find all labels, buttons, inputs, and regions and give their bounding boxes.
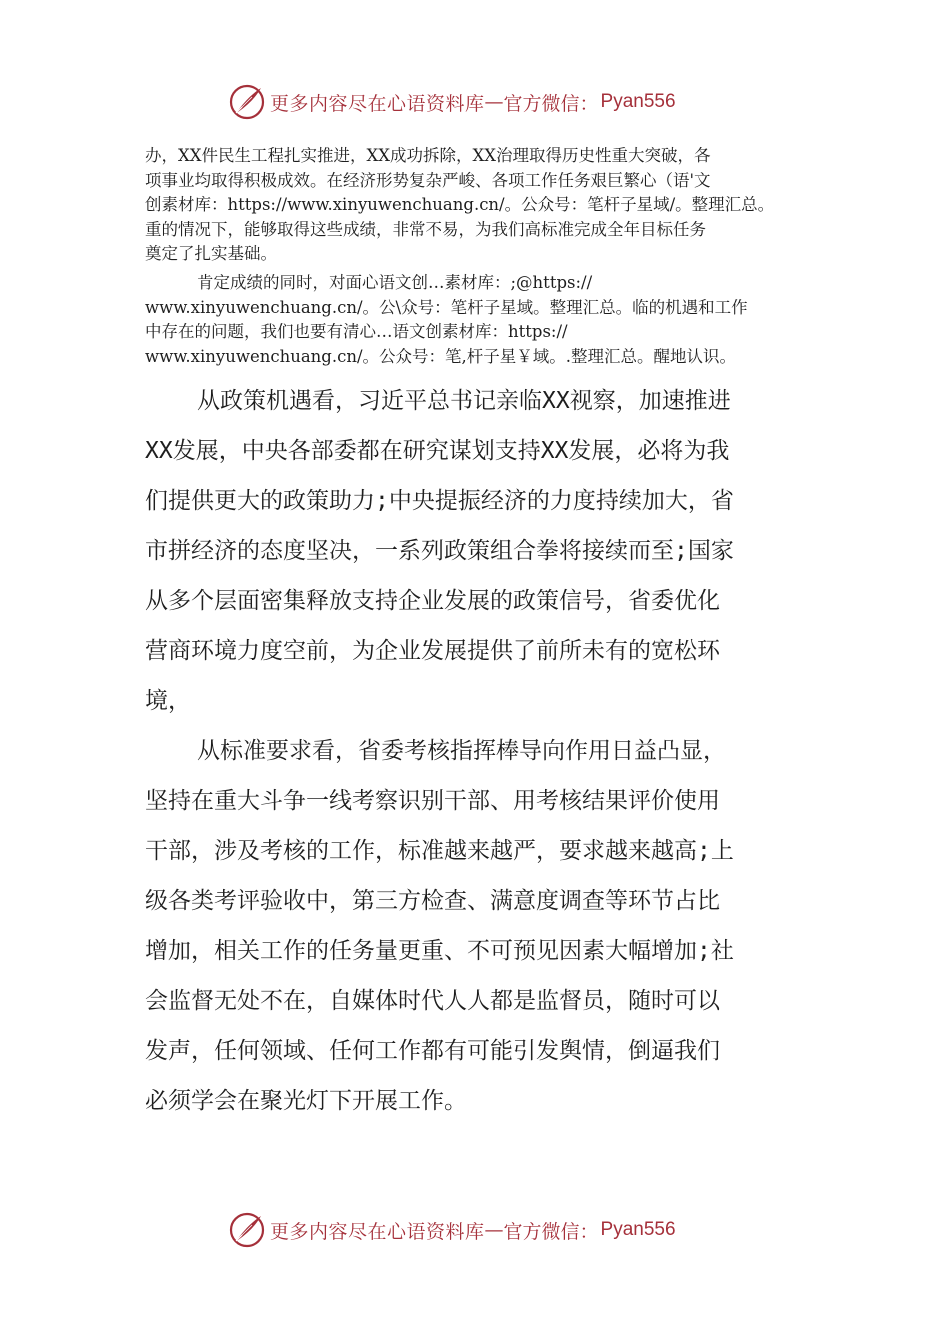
text-line: www.xinyuwenchuang.cn/。公众号：笔,杆子星￥域。.整理汇总。醒地认识。 (145, 346, 737, 366)
banner-title: 更多内容尽在心语资料库 (270, 1220, 485, 1243)
text-line: 办，XX件民生工程扎实推进，XX成功拆除，XX治理取得历史性重大突破，各 (145, 146, 711, 165)
text-line: 创素材库：https://www.xinyuwenchuang.cn/。公众号：笔杆子星域/。整理汇总。 (145, 195, 775, 214)
text-line: 奠定了扎实基础。 (145, 244, 277, 263)
text-line: 营商环境力度空前，为企业发展提供了前所未有的宽松环 (145, 638, 720, 664)
header-banner (228, 82, 728, 122)
text-line: 发声，任何领域、任何工作都有可能引发舆情，倒逼我们 (145, 1038, 720, 1064)
text-line: 境， (145, 688, 191, 714)
text-line: 级各类考评验收中，第三方检查、满意度调查等环节占比 (145, 888, 720, 914)
text-line: www.xinyuwenchuang.cn/。公\众号：笔杆子星域。整理汇总。临的机遇和工作 (145, 297, 748, 317)
text-line: 干部，涉及考核的工作，标准越来越严，要求越来越高;上 (145, 838, 734, 864)
banner-wechat-label: 官方微信： (503, 1220, 599, 1243)
text-line: 们提供更大的政策助力;中央提振经济的力度持续加大，省 (145, 488, 734, 514)
banner-wechat-id: Pyan556 (600, 91, 676, 112)
text-line: 重的情况下，能够取得这些成绩，非常不易，为我们高标准完成全年目标任务 (145, 219, 706, 239)
quill-logo-icon (228, 83, 266, 121)
paragraph-2 (145, 271, 835, 369)
text-line: 市拼经济的态度坚决，一系列政策组合拳将接续而至;国家 (145, 538, 734, 564)
quill-logo-icon (228, 1211, 266, 1249)
text-line: 项事业均取得积极成效。在经济形势复杂严峻、各项工作任务艰巨繁心（语'文 (145, 170, 711, 190)
text-line: XX发展，中央各部委都在研究谋划支持XX发展，必将为我 (145, 438, 730, 464)
text-line: 坚持在重大斗争一线考察识别干部、用考核结果评价使用 (145, 788, 720, 814)
text-line: 从标准要求看，省委考核指挥棒导向作用日益凸显， (197, 738, 726, 764)
banner-title: 更多内容尽在心语资料库 (270, 92, 485, 115)
banner-separator: — (484, 91, 504, 113)
paragraph-4 (145, 726, 825, 1126)
text-line: 肯定成绩的同时，对面心语文创…素材库：;@https:// (197, 273, 593, 292)
paragraph-1 (145, 144, 835, 267)
text-line: 会监督无处不在，自媒体时代人人都是监督员，随时可以 (145, 988, 720, 1014)
text-line: 从多个层面密集释放支持企业发展的政策信号，省委优化 (145, 588, 720, 614)
text-line: 必须学会在聚光灯下开展工作。 (145, 1088, 467, 1114)
paragraph-3 (145, 376, 825, 726)
banner-wechat-label: 官方微信： (503, 92, 599, 115)
banner-separator: — (484, 1219, 504, 1241)
text-line: 增加，相关工作的任务量更重、不可预见因素大幅增加;社 (145, 938, 734, 964)
banner-wechat-id: Pyan556 (600, 1219, 676, 1240)
text-line: 中存在的问题，我们也要有清心…语文创素材库：https:// (145, 322, 568, 341)
footer-banner (228, 1210, 728, 1250)
text-line: 从政策机遇看，习近平总书记亲临XX视察，加速推进 (197, 388, 731, 414)
